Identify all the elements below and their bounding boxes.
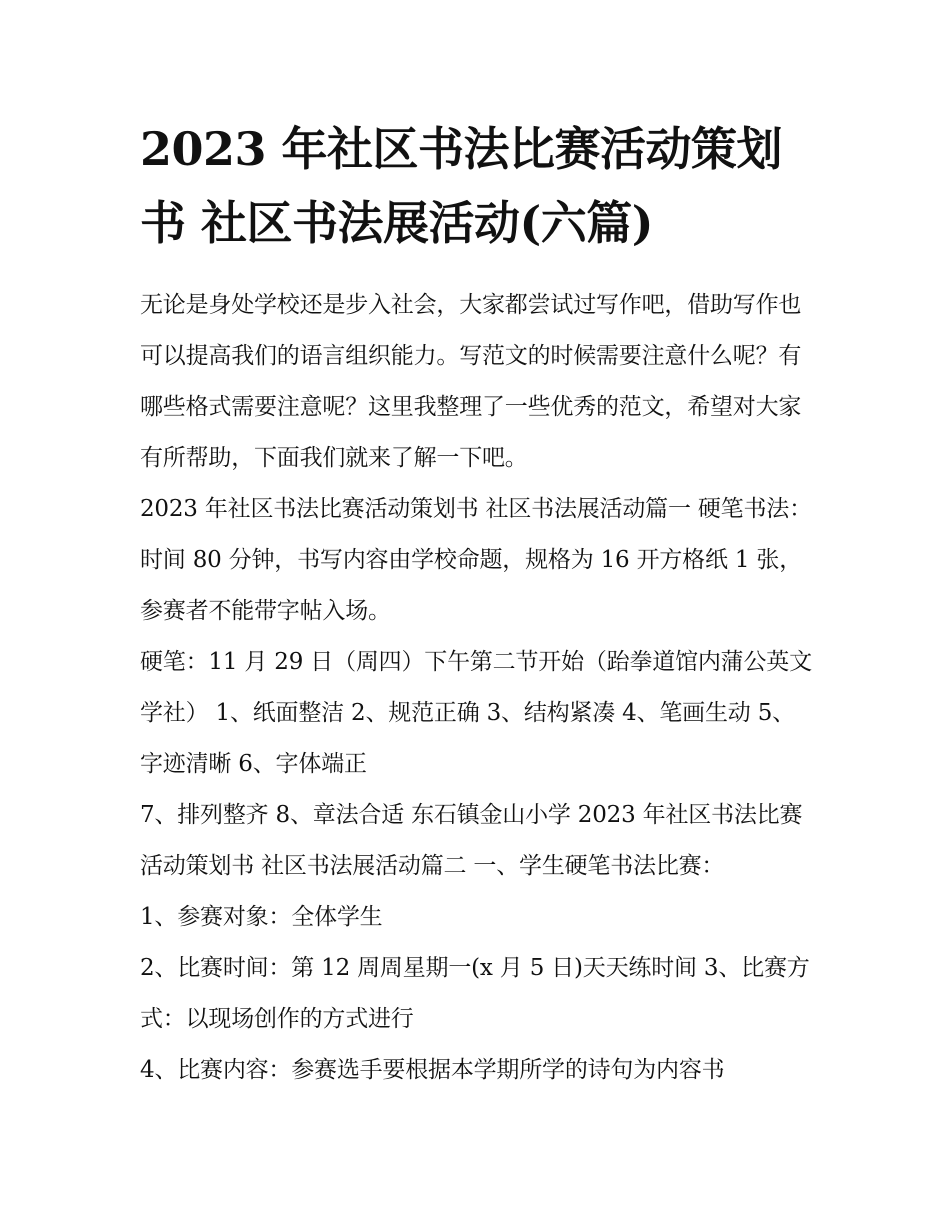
paragraph-pen-schedule: 硬笔：11 月 29 日（周四）下午第二节开始（跆拳道馆内蒲公英文学社） 1、纸面整洁 2、规范正确 3、结构紧凑 4、笔画生动 5、字迹清晰 6、字体端正: [140, 649, 812, 777]
paragraph-content: 4、比赛内容：参赛选手要根据本学期所学的诗句为内容书: [140, 1057, 725, 1083]
paragraph-time-method: 2、比赛时间：第 12 周周星期一(x 月 5 日)天天练时间 3、比赛方式：以现场创作的方式进行: [140, 955, 810, 1032]
paragraph-criteria: 7、排列整齐 8、章法合适 东石镇金山小学 2023 年社区书法比赛活动策划书 社区书法展活动篇二 一、学生硬笔书法比赛：: [140, 802, 803, 879]
paragraph-pen-calligraphy: 2023 年社区书法比赛活动策划书 社区书法展活动篇一 硬笔书法：时间 80 分钟，书写内容由学校命题，规格为 16 开方格纸 1 张，参赛者不能带字帖入场。: [140, 496, 812, 624]
document-body: [140, 280, 812, 1096]
document-page: [140, 112, 812, 1096]
paragraph-intro: 无论是身处学校还是步入社会，大家都尝试过写作吧，借助写作也可以提高我们的语言组织能力。写范文的时候需要注意什么呢？有哪些格式需要注意呢？这里我整理了一些优秀的范文，希望对大家有所帮助，下面我们就来了解一下吧。: [140, 292, 802, 471]
document-title: 2023 年社区书法比赛活动策划书 社区书法展活动(六篇): [140, 122, 783, 250]
paragraph-participants: 1、参赛对象：全体学生: [140, 904, 383, 930]
